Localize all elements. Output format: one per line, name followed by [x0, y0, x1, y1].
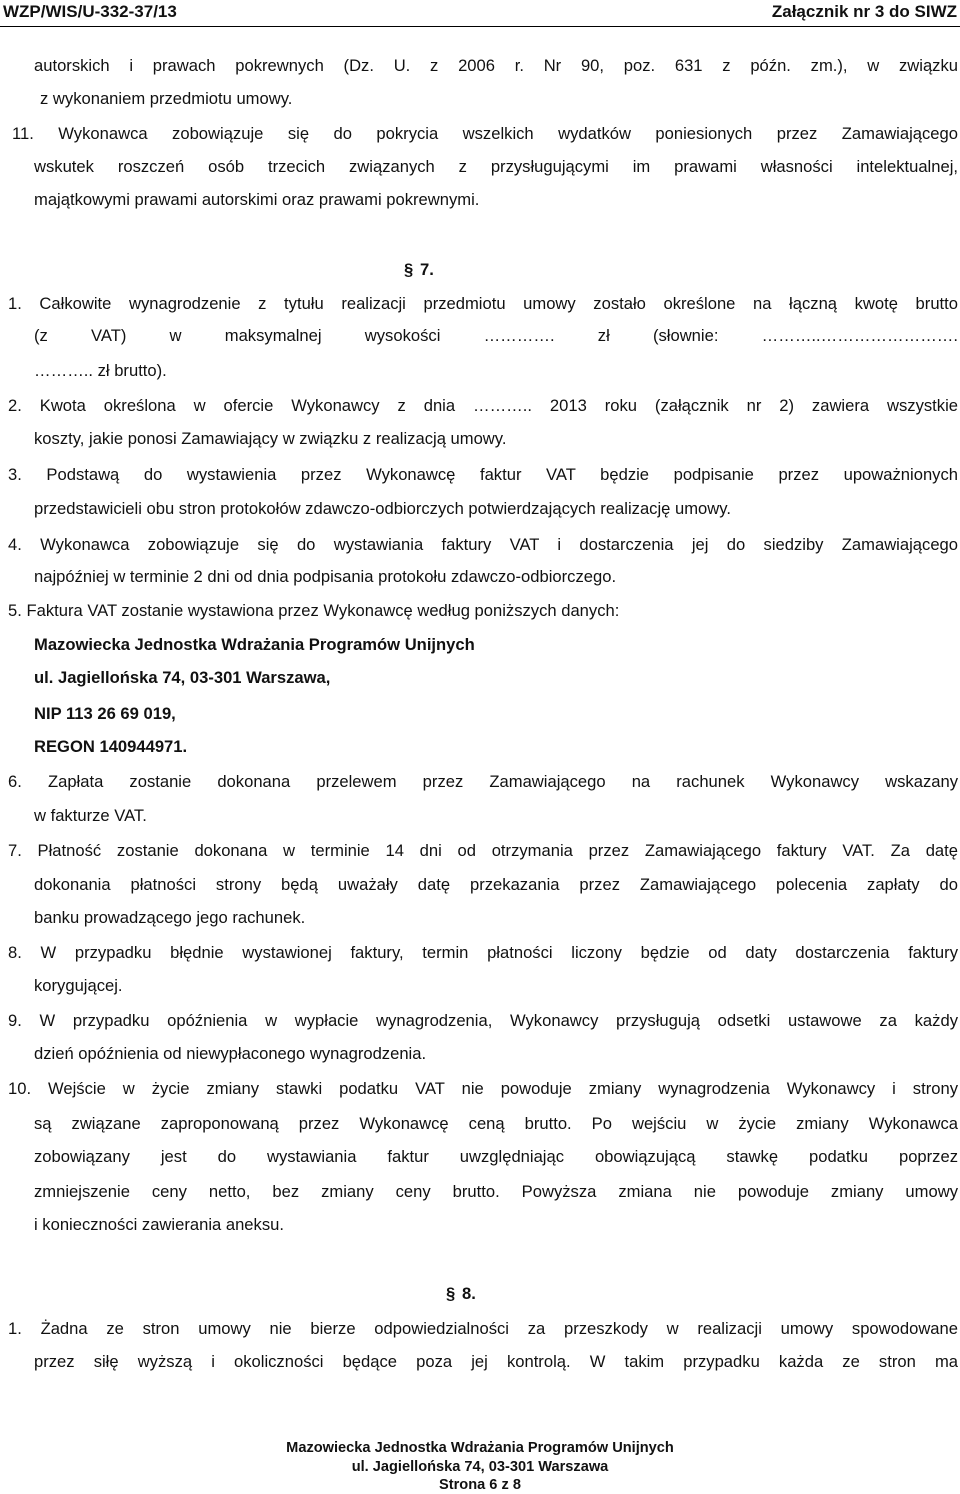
paragraph-line [0, 324, 960, 348]
paragraph-line [0, 427, 960, 451]
line-text: autorskich i prawach pokrewnych (Dz. U. z 2006 r. Nr 90, poz. 631 z późn. zm.), w związku [34, 56, 958, 75]
line-text: w fakturze VAT. [34, 806, 147, 825]
line-text: koszty, jakie ponosi Zamawiający w związku z realizacją umowy. [34, 429, 507, 448]
paragraph-line [0, 1317, 960, 1341]
line-text: ……….. zł brutto). [34, 361, 167, 380]
paragraph-line [0, 463, 960, 487]
paragraph-line [0, 1145, 960, 1169]
page-header [0, 0, 960, 27]
line-text: zmniejszenie ceny netto, bez zmiany ceny brutto. Powyższa zmiana nie powoduje zmiany umowy [34, 1182, 958, 1201]
attachment-label: Załącznik nr 3 do SIWZ [771, 2, 957, 21]
line-text: przedstawicieli obu stron protokołów zdawczo-odbiorczych potwierdzających realizację umowy. [34, 499, 731, 518]
paragraph-line [0, 1042, 960, 1066]
paragraph-line [0, 54, 960, 78]
line-text: 7. Płatność zostanie dokonana w terminie 14 dni od otrzymania przez Zamawiającego faktury VAT. Za datę [8, 841, 958, 860]
line-text: 1. Żadna ze stron umowy nie bierze odpowiedzialności za przeszkody w realizacji umowy spowodowane [8, 1319, 958, 1338]
footer-organization: Mazowiecka Jednostka Wdrażania Programów Unijnych [286, 1440, 674, 1456]
line-text: dokonania płatności strony będą uważały datę przekazania przez Zamawiającego polecenia zapłaty do [34, 875, 958, 894]
invoice-data-line [0, 702, 960, 726]
invoice-data-line [0, 666, 960, 690]
line-text: dzień opóźnienia od niewypłaconego wynagrodzenia. [34, 1044, 427, 1063]
paragraph-line [0, 873, 960, 897]
paragraph-line [0, 599, 960, 623]
section-number: 8. [462, 1284, 476, 1303]
paragraph-line [0, 1350, 960, 1374]
page-number: Strona 6 z 8 [439, 1477, 521, 1493]
line-text: 3. Podstawą do wystawienia przez Wykonawcę faktur VAT będzie podpisanie przez upoważnionych [8, 465, 958, 484]
paragraph-line [0, 839, 960, 863]
section-sign: § [446, 1284, 456, 1303]
line-text: NIP 113 26 69 019, [34, 704, 176, 723]
paragraph-line [0, 359, 960, 383]
line-text: majątkowymi prawami autorskimi oraz prawami pokrewnymi. [34, 190, 480, 209]
line-text: 9. W przypadku opóźnienia w wypłacie wynagrodzenia, Wykonawcy przysługują odsetki ustawowe za każdy [8, 1011, 958, 1030]
document-reference: WZP/WIS/U-332-37/13 [3, 2, 177, 21]
line-text: 10. Wejście w życie zmiany stawki podatku VAT nie powoduje zmiany wynagrodzenia Wykonawcy i strony [8, 1079, 958, 1098]
line-text: 8. W przypadku błędnie wystawionej faktury, termin płatności liczony będzie od daty dostarczenia faktury [8, 943, 958, 962]
line-text: Mazowiecka Jednostka Wdrażania Programów Unijnych [34, 635, 475, 654]
paragraph-line [0, 941, 960, 965]
paragraph-line [0, 188, 960, 212]
invoice-data-line [0, 633, 960, 657]
paragraph-line [0, 906, 960, 930]
section-heading [0, 258, 960, 282]
line-text: są związane zaproponowaną przez Wykonawcę ceną brutto. Po wejściu w życie zmiany Wykonawca [34, 1114, 958, 1133]
paragraph-line [0, 122, 960, 146]
line-text: banku prowadzącego jego rachunek. [34, 908, 306, 927]
paragraph-line [0, 497, 960, 521]
paragraph-line [0, 1180, 960, 1204]
paragraph-line [0, 394, 960, 418]
paragraph-line [0, 533, 960, 557]
section-sign: § [404, 260, 414, 279]
paragraph-line [0, 155, 960, 179]
line-text: korygującej. [34, 976, 123, 995]
paragraph-line [0, 804, 960, 828]
line-text: wskutek roszczeń osób trzecich związanych z przysługującymi im prawami własności intelektualnej, [34, 157, 958, 176]
section-number: 7. [420, 260, 434, 279]
line-text: najpóźniej w terminie 2 dni od dnia podpisania protokołu zdawczo-odbiorczego. [34, 567, 617, 586]
footer-address: ul. Jagiellońska 74, 03-301 Warszawa [351, 1459, 609, 1475]
paragraph-line [0, 974, 960, 998]
paragraph-line [0, 1213, 960, 1237]
paragraph-line [0, 1077, 960, 1101]
section-heading [0, 1282, 960, 1306]
paragraph-line [0, 1112, 960, 1136]
paragraph-line [0, 565, 960, 589]
invoice-data-line [0, 735, 960, 759]
line-text: 4. Wykonawca zobowiązuje się do wystawiania faktury VAT i dostarczenia jej do siedziby Zamawiającego [8, 535, 958, 554]
paragraph-line [0, 292, 960, 316]
line-text: przez siłę wyższą i okoliczności będące poza jej kontrolą. W takim przypadku każda ze stron ma [34, 1352, 958, 1371]
paragraph-line [0, 1009, 960, 1033]
line-text: 1. Całkowite wynagrodzenie z tytułu realizacji przedmiotu umowy zostało określone na łączną kwotę brutto [8, 294, 958, 313]
paragraph-line [0, 770, 960, 794]
line-text: 5. Faktura VAT zostanie wystawiona przez Wykonawcę według poniższych danych: [8, 601, 620, 620]
line-text: 2. Kwota określona w ofercie Wykonawcy z dnia ……….. 2013 roku (załącznik nr 2) zawiera wszystkie [8, 396, 958, 415]
line-text: i konieczności zawierania aneksu. [34, 1215, 284, 1234]
line-text: ul. Jagiellońska 74, 03-301 Warszawa, [34, 668, 331, 687]
line-text: z wykonaniem przedmiotu umowy. [40, 89, 293, 108]
line-text: zobowiązany jest do wystawiania faktur uwzględniając obowiązującą stawkę podatku poprzez [34, 1147, 958, 1166]
line-text: 6. Zapłata zostanie dokonana przelewem przez Zamawiającego na rachunek Wykonawcy wskazany [8, 772, 958, 791]
line-text: REGON 140944971. [34, 737, 188, 756]
line-text: (z VAT) w maksymalnej wysokości …………. zł (słownie: ………..……………………. [34, 326, 958, 345]
paragraph-line [0, 87, 960, 111]
line-text: 11. Wykonawca zobowiązuje się do pokrycia wszelkich wydatków poniesionych przez Zamawiającego [12, 124, 958, 143]
